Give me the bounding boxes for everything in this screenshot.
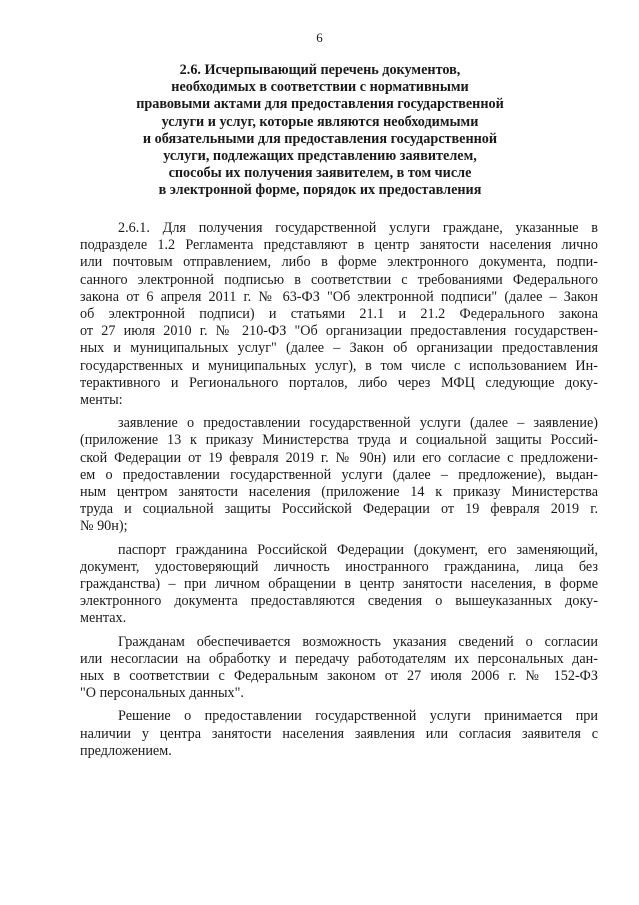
paragraph-decision — [80, 708, 598, 760]
heading-line: и обязательными для предоставления государственной — [142, 130, 498, 147]
text-line: менты: — [80, 392, 123, 409]
text-line: или почтовым отправлением, либо в форме электронного документа, подпи- — [80, 254, 598, 271]
text-line: Гражданам обеспечивается возможность указания сведений о согласии — [118, 633, 598, 650]
text-line: (приложение 13 к приказу Министерства труда и социальной защиты Россий- — [80, 432, 598, 449]
document-body — [80, 220, 598, 760]
text-line: терактивного и Регионального порталов, либо через МФЦ следующие доку- — [80, 374, 598, 391]
text-line: электронного документа предоставляются сведения о вышеуказанных доку- — [80, 593, 598, 610]
text-line: наличии у центра занятости населения заявления или согласия заявителя с — [80, 725, 598, 742]
text-line: Решение о предоставлении государственной услуги принимается при — [118, 708, 598, 725]
text-line: санного электронной подписью в соответствии с требованиями Федерального — [80, 271, 598, 288]
text-line: ментах. — [80, 610, 127, 627]
paragraph-consent — [80, 634, 598, 703]
text-line: 2.6.1. Для получения государственной услуги граждане, указанные в — [118, 220, 598, 236]
text-line: ем о предоставлении государственной услуги (далее – предложение), выдан- — [80, 466, 598, 483]
text-line: государственных и муниципальных услуг), в том числе с использованием Ин- — [80, 357, 598, 374]
text-line: или несогласии на обработку и передачу работодателям их персональных дан- — [80, 650, 598, 667]
page-number: 6 — [316, 30, 323, 45]
text-line: заявление о предоставлении государственной услуги (далее – заявление) — [118, 415, 598, 432]
text-line: гражданства) – при личном обращении в центр занятости населения, в форме — [80, 576, 598, 593]
heading-line: правовыми актами для предоставления государственной — [136, 96, 504, 113]
heading-line: способы их получения заявителем, в том числе — [168, 165, 472, 182]
text-line: документ, удостоверяющий личность иностранного гражданина, лица без — [80, 558, 598, 575]
heading-line: необходимых в соответствии с нормативными — [171, 79, 469, 96]
text-line: труда и социальной защиты Российской Федерации от 19 февраля 2019 г. — [80, 501, 598, 518]
text-line: об электронной подписи) и статьями 21.1 и 21.2 Федерального закона — [80, 306, 598, 323]
text-line: ных и муниципальных услуг" (далее – Закон об организации предоставления — [80, 340, 598, 357]
text-line: закона от 6 апреля 2011 г. № 63-ФЗ "Об электронной подписи" (далее – Закон — [80, 288, 598, 305]
section-heading — [60, 62, 580, 200]
paragraph-2-6-1 — [80, 220, 598, 409]
text-line: предложением. — [80, 742, 172, 759]
text-line: ской Федерации от 19 февраля 2019 г. № 90н) или его согласие с предложени- — [80, 449, 598, 466]
heading-line: в электронной форме, порядок их предоставления — [158, 182, 482, 199]
paragraph-application — [80, 415, 598, 535]
text-line: ных в соответствии с Федеральным законом от 27 июля 2006 г. № 152-ФЗ — [80, 668, 598, 685]
text-line: "О персональных данных". — [80, 685, 244, 702]
text-line: ным центром занятости населения (приложение 14 к приказу Министерства — [80, 484, 598, 501]
text-line: паспорт гражданина Российской Федерации (документ, его заменяющий, — [118, 541, 598, 558]
heading-line: 2.6. Исчерпывающий перечень документов, — [179, 62, 461, 78]
heading-line: услуги и услуг, которые являются необходимыми — [161, 113, 479, 130]
heading-line: услуги, подлежащих представлению заявителем, — [163, 148, 477, 165]
paragraph-passport — [80, 542, 598, 628]
text-line: от 27 июля 2010 г. № 210-ФЗ "Об организации предоставления государствен- — [80, 323, 598, 340]
text-line: № 90н); — [80, 518, 128, 535]
text-line: подразделе 1.2 Регламента представляют в центр занятости населения лично — [80, 237, 598, 254]
